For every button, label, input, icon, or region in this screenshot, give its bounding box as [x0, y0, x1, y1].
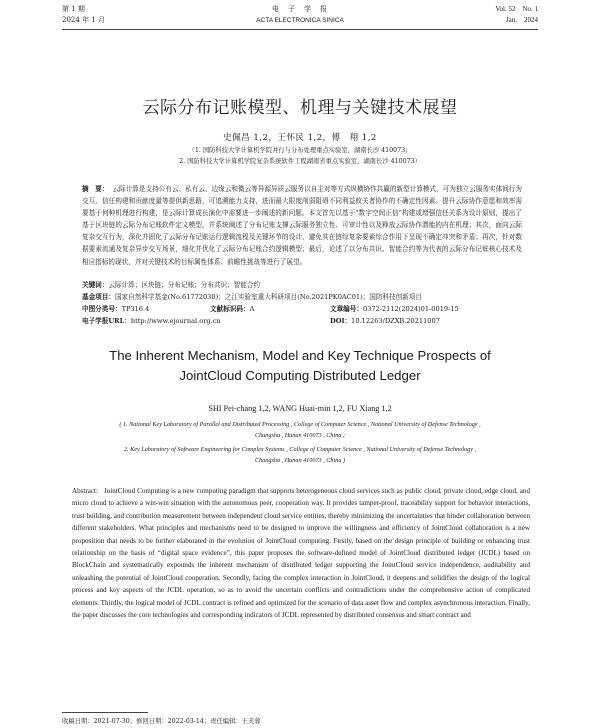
paper-title-en-line1: The Inherent Mechanism, Model and Key Technique Prospects of: [109, 348, 491, 363]
volume-number: Vol. 52 No. 1: [495, 5, 538, 13]
articleno-value: 0372-2112(2024)01-0019-15: [362, 305, 459, 313]
issue-number: 第 1 期: [62, 5, 85, 13]
journal-name-cn: 电 子 学 报: [272, 5, 328, 13]
abstract-en: [72, 485, 530, 621]
abstract-cn: [82, 183, 522, 268]
paper-title-cn: 云际分布记账模型、机理与关键技术展望: [142, 98, 458, 118]
doi-value[interactable]: 10.12263/DZXB.20211007: [351, 317, 440, 325]
url-label: 电子学报URL：: [82, 317, 131, 325]
abstract-en-text: JointCloud Computing is a new computing paradigm that supports heterogeneous cloud services such as public cloud, private cloud, edge cloud, and micro cloud to achieve a win-win situation with the autonomous peer, cooperation way. It provides tamper-proof, traceability support for behavior interactions, trust building, and contribution measurement between independent cloud service entities, thereby minimizing the uncertainties that hinder collaboration between different stakeholders. What principles and mechanisms need to be designed to improve the willingness and efficiency of JointCloud collaboration is a new proposition that needs to be further elaborated in the evolution of JointCloud computing. Firstly, based on the design principle of building or enhancing trust relationship on the basis of “digital space evidence”, this paper proposes the software-defined model of JointCloud distributed ledger (JCDL) based on BlockChain and systematically expounds the inherent mechanism of distributed ledger supporting the JointCloud service independence, auditability and unleashing the potential of JointCloud cooperation. Secondly, facing the complex interaction in JointCloud, it deepens and solidifies the design of the logical process and key aspects of the JCDL operation, so as to avoid the uncertain conflicts and contradictions under the comprehensive action of complicated elements. Thirdly, the logical model of JCDL contract is refined and optimized for the scenario of data asset flow and complex asynchronous interaction. Finally, the paper discusses the core technologies and corresponding indicators of JCDL represented by distributed consensus and smart contract and: [72, 487, 530, 620]
fund-text: 国家自然科学基金(No.61772030)；之江实验室重大科研项目(No.2021PK0AC01)；国防科技创新项目: [114, 293, 423, 301]
affiliation-en-1b: Changsha , Hunan 410073 , China ;: [254, 432, 346, 439]
paper-title-en-line2: JointCloud Computing Distributed Ledger: [179, 368, 421, 383]
affiliation-cn-2: 2. 国防科技大学计算机学院复杂系统软件工程湖南省重点实验室，湖南长沙 410073）: [179, 158, 421, 165]
footnote-rule: [62, 712, 148, 713]
fund-label: 基金项目：: [82, 293, 115, 301]
fund-cn: [82, 292, 422, 302]
volume-date: Jan. 2024: [505, 16, 538, 24]
affiliation-en-1a: ( 1. National Key Laboratory of Parallel and Distributed Processing , College of Computer Science , National University of Defense Technology ,: [119, 421, 481, 428]
abstract-cn-text: 云际计算是支持公有云、私有云、边缘云和微云等异源异质云服务以自主对等方式纵横协作共赢的新型计算模式，可为独立云服务实体间行为交互、信任构建和贡献度量等提供新思路，可追溯能力支持，进而最大限度削弱阻碍不同利益攸关者协作的不确定性因素。提升云际协作意愿和效率需要基于何种机理进行构建，是云际计算成长演化中需要进一步阐述的新问题。本文首先以基于“数字空间正信”构建或增强信任关系为设计原则，提出了基于区块链的云际分布记账软件定义模型，并系统阐述了分布记账支撑云际服务独立性、可审计性以及释放云际协作潜能的内在机理；其次，面向云际复杂交互行为，深化并固化了云际分布记账运行逻辑流程及关键环节的设计，避免其在链综复杂要素综合作用下呈现不确定冲突和矛盾；再次，针对数据要素流通及复杂异步交互场景，细化并优化了云际分布记账合约逻辑模型；最后，论述了以分布共识、智能合约等为代表的云际分布记账核心技术及相应指标的现状，并对关键技术的目标属性体系、前瞻性挑战等进行了展望。: [82, 185, 523, 266]
authors-en: SHI Pei-chang 1,2, WANG Huai-min 1,2, FU Xiang 1,2: [208, 404, 392, 413]
keywords-label: 关键词：: [82, 281, 109, 289]
doi-label: DOI：: [330, 317, 352, 325]
abstract-en-label: Abstract:: [72, 487, 99, 495]
url-row: [82, 316, 221, 326]
header-rule: [62, 29, 538, 30]
articleno-row: [330, 304, 459, 314]
doccode-value: A: [249, 305, 255, 313]
issue-date: 2024 年 1 月: [62, 16, 105, 24]
abstract-cn-label: 摘 要：: [82, 185, 109, 193]
journal-url[interactable]: http://www.ejournal.org.cn: [130, 317, 221, 325]
clc-label: 中图分类号：: [82, 305, 122, 313]
affiliation-en-2b: Changsha , Hunan 410073 , China ): [254, 457, 346, 464]
keywords-cn: [82, 280, 260, 290]
articleno-label: 文章编号：: [330, 305, 363, 313]
clc-row: [82, 304, 149, 314]
authors-cn: 史佩昌 1,2，王怀民 1,2，傅 翔 1,2: [223, 133, 377, 143]
doi-row: [330, 316, 440, 326]
affiliation-en-2a: 2. Key Laboratory of Software Engineering for Complex Systems , College of Computer Science , National University of Defense Technology ,: [123, 446, 477, 453]
footnote-dates: 收稿日期：2021-07-30；修回日期：2022-03-14；责任编辑：王芙蓉: [62, 718, 261, 725]
doccode-row: [210, 304, 254, 314]
journal-name-en: ACTA ELECTRONICA SINICA: [256, 17, 344, 24]
doccode-label: 文献标识码：: [210, 305, 250, 313]
keywords-text: 云际计算；区块链；分布记账；分布共识；智能合约: [108, 281, 261, 289]
affiliation-cn-1: （1. 国防科技大学计算机学院并行与分布处理重点实验室，湖南长沙 410073；: [188, 147, 412, 154]
clc-value: TP316.4: [121, 305, 150, 313]
